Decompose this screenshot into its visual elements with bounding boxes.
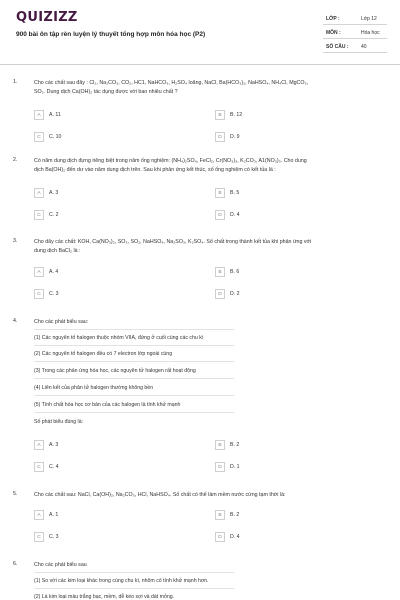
option-letter-box: D (215, 132, 225, 142)
quizizz-logo: QUIZIZZ (16, 10, 78, 25)
option-text: D. 9 (230, 134, 240, 140)
question-number: 4. (13, 318, 18, 324)
question-line: Có năm dung dịch đựng riêng biệt trong năm ống nghiệm: (NH₄)₂SO₄, FeCl₂, Cr(NO₃)₃, K₂CO₃, A1(NO₃)₃. Cho dung (34, 158, 307, 164)
option-c[interactable] (34, 288, 184, 300)
option-letter-box: D (215, 462, 225, 472)
statement-divider (34, 361, 234, 362)
meta-class (323, 12, 387, 25)
statement-divider (34, 395, 234, 396)
option-letter-box: C (34, 210, 44, 220)
worksheet-title: 900 bài ôn tập rèn luyện lý thuyết tổng hợp môn hóa học (P2) (16, 31, 206, 38)
option-d[interactable] (215, 461, 365, 473)
statement: (1) Các nguyên tố halogen thuộc nhóm VIIA, đứng ở cuối cùng các chu kì (34, 335, 204, 341)
option-c[interactable] (34, 531, 184, 543)
option-a[interactable] (34, 439, 184, 451)
option-text: A. 3 (49, 442, 59, 448)
option-d[interactable] (215, 288, 365, 300)
option-text: D. 1 (230, 464, 240, 470)
option-letter-box: A (34, 110, 44, 120)
question-line: dịch Ba(OH)₂ đến dư vào năm dung dịch trên. Sau khi phản ứng kết thúc, số ống nghiệm có kết tủa là : (34, 166, 276, 173)
statement: (5) Tính chất hóa học cơ bản của các halogen là tính khử mạnh (34, 402, 181, 408)
meta-subject-value: Hóa học (361, 30, 380, 36)
option-a[interactable] (34, 109, 184, 121)
option-c[interactable] (34, 131, 184, 143)
meta-subject-label: MÔN : (326, 30, 341, 36)
option-text: C. 2 (49, 212, 59, 218)
question-line: Cho các chất sau đây : Cl₂, Na₂CO₃, CO₂, HC1, NaHCO₃, H₂SO₄ loãng, NaCl, Ba(HCO₃)₂, NaHSO₄, NH₄Cl, MgCO₃, (34, 80, 309, 86)
question-line: dung dịch BaCl₂ là : (34, 247, 81, 254)
option-text: A. 1 (49, 512, 59, 518)
worksheet-header (0, 0, 400, 65)
question-text (34, 238, 386, 255)
statement-divider (34, 572, 234, 573)
option-letter-box: A (34, 440, 44, 450)
meta-count-label: SỐ CÂU : (326, 44, 349, 50)
option-letter-box: D (215, 289, 225, 299)
option-letter-box: B (215, 267, 225, 277)
question-line: Cho các phát biểu sau: (34, 319, 89, 325)
option-letter-box: C (34, 132, 44, 142)
option-d[interactable] (215, 131, 365, 143)
option-text: D. 4 (230, 212, 240, 218)
option-text: C. 3 (49, 534, 59, 540)
option-b[interactable] (215, 187, 365, 199)
statement: (3) Trong các phản ứng hóa học, các nguyên tử halogen rất hoạt động (34, 368, 196, 374)
option-text: A. 3 (49, 190, 59, 196)
option-text: C. 3 (49, 291, 59, 297)
option-text: B. 2 (230, 512, 240, 518)
question-number: 1. (13, 79, 18, 85)
statement: (2) Các nguyên tố halogen đều có 7 electron lớp ngoài cùng (34, 351, 173, 357)
option-d[interactable] (215, 531, 365, 543)
question-number: 2. (13, 157, 18, 163)
option-text: B. 6 (230, 269, 240, 275)
question-number: 6. (13, 561, 18, 567)
option-b[interactable] (215, 266, 365, 278)
meta-count-value: 40 (361, 44, 367, 50)
option-letter-box: C (34, 289, 44, 299)
option-text: D. 4 (230, 534, 240, 540)
question-line: Cho dãy các chất: KOH, Ca(NO₃)₂, SO₃, SO₂, NaHSO₄, Na₂SO₃, K₂SO₄. Số chất trong thành kết tủa khi phản ứng với (34, 239, 312, 245)
question-number: 5. (13, 491, 18, 497)
option-a[interactable] (34, 509, 184, 521)
option-letter-box: A (34, 188, 44, 198)
option-text: B. 5 (230, 190, 240, 196)
statement: (2) Là kim loại màu trắng bạc, mềm, dễ kéo sợi và dát mỏng. (34, 594, 175, 600)
option-b[interactable] (215, 109, 365, 121)
option-text: C. 10 (49, 134, 62, 140)
statement-divider (34, 378, 234, 379)
question-text (34, 318, 386, 327)
option-letter-box: A (34, 510, 44, 520)
statement-divider (34, 345, 234, 346)
statement-divider (34, 329, 234, 330)
option-letter-box: C (34, 462, 44, 472)
option-letter-box: B (215, 440, 225, 450)
question-line: SO₂. Dung dịch Ca(OH)₂ tác dụng được với bao nhiêu chất ? (34, 88, 178, 95)
option-letter-box: B (215, 510, 225, 520)
option-text: B. 2 (230, 442, 240, 448)
option-c[interactable] (34, 209, 184, 221)
option-letter-box: B (215, 110, 225, 120)
meta-class-value: Lớp 12 (361, 16, 377, 22)
question-line: Cho các chất sau: NaCl, Ca(OH)₂, Na₂CO₃, HCl, NaHSO₄. Số chất có thể làm mềm nước cứng tạm thời là: (34, 492, 286, 498)
statement: (1) So với các kim loại khác trong cùng chu kì, nhôm có tính khử mạnh hơn. (34, 578, 209, 584)
meta-class-label: LỚP : (326, 16, 340, 22)
option-text: A. 11 (49, 112, 61, 118)
option-letter-box: C (34, 532, 44, 542)
option-d[interactable] (215, 209, 365, 221)
option-letter-box: B (215, 188, 225, 198)
option-b[interactable] (215, 509, 365, 521)
option-a[interactable] (34, 266, 184, 278)
statement-divider (34, 588, 234, 589)
statement-divider (34, 412, 234, 413)
option-a[interactable] (34, 187, 184, 199)
option-c[interactable] (34, 461, 184, 473)
option-letter-box: A (34, 267, 44, 277)
question-text (34, 491, 386, 500)
option-text: B. 12 (230, 112, 243, 118)
question-text (34, 157, 386, 174)
meta-subject (323, 26, 387, 39)
question-line: Cho các phát biểu sau (34, 562, 87, 568)
statement: (4) Liên kết của phân tử halogen thường không bền (34, 385, 154, 391)
option-b[interactable] (215, 439, 365, 451)
option-letter-box: D (215, 532, 225, 542)
question-number: 3. (13, 238, 18, 244)
question-text (34, 79, 386, 96)
option-text: C. 4 (49, 464, 59, 470)
meta-count (323, 40, 387, 53)
question-text (34, 561, 386, 570)
option-text: A. 4 (49, 269, 59, 275)
option-text: D. 2 (230, 291, 240, 297)
option-letter-box: D (215, 210, 225, 220)
statement: Số phát biểu đúng là: (34, 419, 84, 425)
